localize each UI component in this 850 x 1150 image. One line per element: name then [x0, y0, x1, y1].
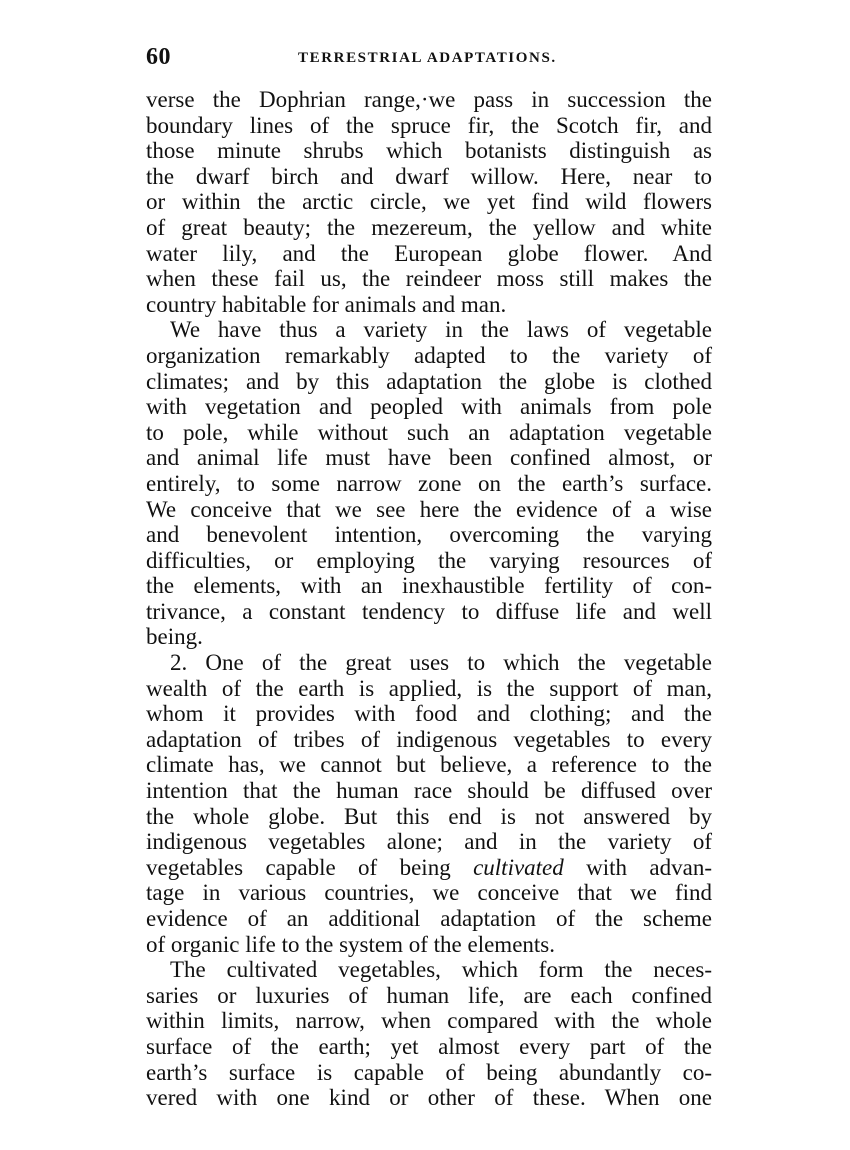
text-line: We conceive that we see here the evidence of a wise — [146, 496, 712, 522]
text-line: trivance, a constant tendency to diffuse life and well — [146, 598, 712, 624]
running-head — [146, 44, 712, 74]
text-line: We have thus a variety in the laws of vegetable — [170, 317, 712, 343]
text-line: vered with one kind or other of these. When one — [146, 1085, 712, 1111]
page-number: 60 — [146, 44, 171, 70]
text-line: of organic life to the system of the elements. — [146, 931, 555, 957]
text-line: wealth of the earth is applied, is the support of man, — [146, 675, 712, 701]
text-line: indigenous vegetables alone; and in the variety of — [146, 829, 712, 855]
text-line: within limits, narrow, when compared with the whole — [146, 1008, 712, 1034]
text-line: and benevolent intention, overcoming the varying — [146, 522, 712, 548]
text-line: surface of the earth; yet almost every part of the — [146, 1033, 712, 1059]
text-line: boundary lines of the spruce fir, the Scotch fir, and — [146, 112, 712, 138]
text-line: 2. One of the great uses to which the vegetable — [170, 650, 712, 676]
body-text — [146, 87, 712, 1111]
running-head-title: TERRESTRIAL ADAPTATIONS. — [298, 50, 557, 66]
text-line: entirely, to some narrow zone on the earth’s surface. — [146, 470, 712, 496]
text-line: verse the Dophrian range,·we pass in succession the — [146, 87, 712, 112]
text-line: The cultivated vegetables, which form the neces- — [170, 957, 712, 983]
text-line: saries or luxuries of human life, are each confined — [146, 982, 712, 1008]
text-line: the whole globe. But this end is not answered by — [146, 803, 712, 829]
text-line — [146, 855, 712, 881]
text-line: organization remarkably adapted to the variety of — [146, 342, 712, 368]
text-line: those minute shrubs which botanists distinguish as — [146, 138, 712, 164]
text-line: whom it provides with food and clothing; and the — [146, 701, 712, 727]
text-line: and animal life must have been confined almost, or — [146, 445, 712, 471]
text-line: evidence of an additional adaptation of the scheme — [146, 906, 712, 931]
text-line: being. — [146, 624, 203, 650]
text-line: with vegetation and peopled with animals from pole — [146, 394, 712, 420]
text-line: climates; and by this adaptation the globe is clothed — [146, 368, 712, 394]
text-line: tage in various countries, we conceive that we find — [146, 880, 712, 906]
text-line: of great beauty; the mezereum, the yellow and white — [146, 214, 712, 240]
text-line: adaptation of tribes of indigenous vegetables to every — [146, 726, 712, 752]
text-line: intention that the human race should be diffused over — [146, 778, 712, 804]
text-line: the dwarf birch and dwarf willow. Here, near to — [146, 163, 712, 189]
text-segment: with advan- — [563, 854, 712, 880]
italic-word: cultivated — [473, 854, 564, 880]
text-line: difficulties, or employing the varying resources of — [146, 547, 712, 573]
text-segment: vegetables capable of being — [146, 854, 474, 880]
text-line: when these fail us, the reindeer moss still makes the — [146, 266, 712, 292]
text-line: climate has, we cannot but believe, a reference to the — [146, 752, 712, 778]
text-line: water lily, and the European globe flower. And — [146, 240, 712, 266]
text-line: earth’s surface is capable of being abundantly co- — [146, 1059, 712, 1085]
text-line: to pole, while without such an adaptation vegetable — [146, 419, 712, 445]
text-line: country habitable for animals and man. — [146, 291, 507, 317]
text-line: or within the arctic circle, we yet find wild flowers — [146, 189, 712, 215]
text-line: the elements, with an inexhaustible fertility of con- — [146, 573, 712, 599]
